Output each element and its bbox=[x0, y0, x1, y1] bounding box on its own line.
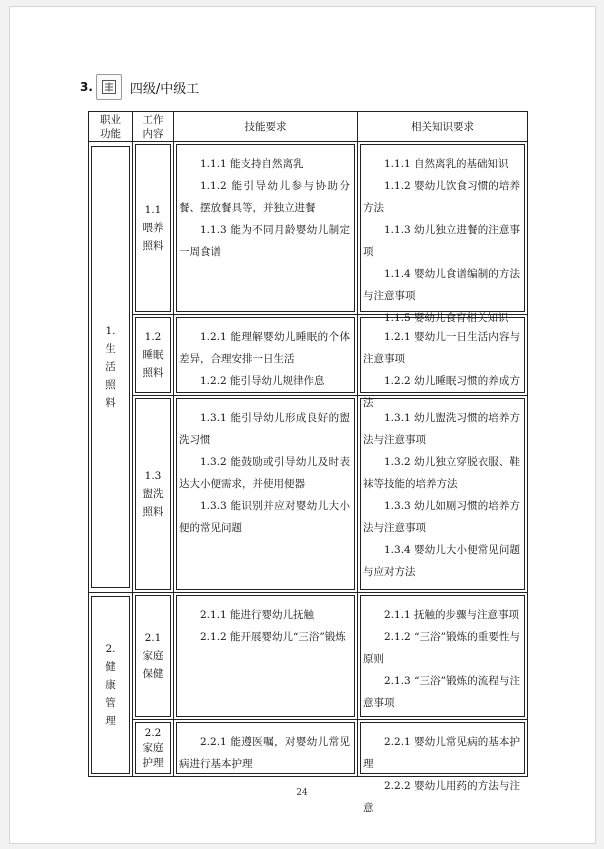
content-cell bbox=[133, 315, 174, 396]
function-cell bbox=[89, 593, 133, 777]
table-row bbox=[89, 396, 528, 593]
skill-item: 2.1.2 能开展婴幼儿“三浴”锻炼 bbox=[200, 631, 346, 643]
content-label: 2.2 家庭 护理 bbox=[142, 726, 164, 769]
knowledge-item: 2.1.2 “三浴”锻炼的重要性与原则 bbox=[363, 631, 520, 665]
section-title: 四级/中级工 bbox=[129, 81, 200, 97]
header-content-label: 工作 内容 bbox=[142, 113, 164, 140]
table-header-row bbox=[89, 112, 528, 142]
skill-item: 2.1.1 能进行婴幼儿抚触 bbox=[200, 609, 315, 621]
knowledge-item: 1.2.2 幼儿睡眠习惯的养成方法 bbox=[363, 375, 520, 409]
knowledge-item: 2.1.1 抚触的步骤与注意事项 bbox=[384, 609, 520, 621]
content-cell bbox=[133, 720, 174, 777]
header-function bbox=[89, 112, 133, 142]
skills-cell bbox=[174, 315, 358, 396]
skill-item: 1.2.2 能引导幼儿规律作息 bbox=[200, 375, 325, 387]
content-cell bbox=[133, 142, 174, 315]
page-number: 24 bbox=[296, 788, 308, 798]
knowledge-item: 1.3.4 婴幼儿大小便常见问题与应对方法 bbox=[363, 544, 520, 578]
knowledge-item: 1.1.1 自然离乳的基础知识 bbox=[384, 158, 509, 170]
content-label: 1.3 盥洗 照料 bbox=[142, 470, 164, 518]
content-label: 1.2 睡眠 照料 bbox=[142, 331, 164, 379]
header-skills bbox=[174, 112, 358, 142]
content-cell bbox=[133, 396, 174, 593]
knowledge-item: 2.1.3 “三浴”锻炼的流程与注意事项 bbox=[363, 675, 520, 709]
knowledge-item: 2.2.2 婴幼儿用药的方法与注意 bbox=[363, 780, 520, 814]
skill-item: 1.1.3 能为不同月龄婴幼儿制定一周食谱 bbox=[179, 224, 350, 258]
header-function-label: 职业 功能 bbox=[100, 113, 121, 140]
skill-item: 1.3.1 能引导幼儿形成良好的盥洗习惯 bbox=[179, 412, 350, 446]
skills-cell bbox=[174, 720, 358, 777]
knowledge-item: 1.2.1 婴幼儿一日生活内容与注意事项 bbox=[363, 331, 520, 365]
function-cell bbox=[89, 142, 133, 593]
function-label: 2. 健 康 管 理 bbox=[105, 642, 116, 727]
knowledge-item: 1.3.1 幼儿盥洗习惯的培养方法与注意事项 bbox=[363, 412, 520, 446]
knowledge-cell bbox=[358, 593, 528, 720]
skill-item: 1.3.3 能识别并应对婴幼儿大小便的常见问题 bbox=[179, 500, 350, 534]
content-cell bbox=[133, 593, 174, 720]
knowledge-cell bbox=[358, 315, 528, 409]
table-row bbox=[89, 593, 528, 720]
header-content bbox=[133, 112, 174, 142]
skill-item: 1.1.2 能引导幼儿参与协助分餐、摆放餐具等，并独立进餐 bbox=[179, 180, 350, 214]
content-label: 1.1 喂养 照料 bbox=[142, 204, 164, 252]
skills-cell bbox=[174, 593, 358, 720]
skills-cell bbox=[174, 142, 358, 315]
section-heading bbox=[80, 72, 199, 102]
knowledge-item: 1.3.3 幼儿如厕习惯的培养方法与注意事项 bbox=[363, 500, 520, 534]
skill-item: 2.2.1 能遵医嘱，对婴幼儿常见病进行基本护理 bbox=[179, 736, 350, 770]
knowledge-cell bbox=[358, 720, 528, 814]
table-row bbox=[89, 142, 528, 315]
section-number: 3. bbox=[80, 80, 93, 94]
header-skills-label: 技能要求 bbox=[244, 120, 287, 133]
knowledge-item: 1.1.2 婴幼儿饮食习惯的培养方法 bbox=[363, 180, 520, 214]
header-knowledge bbox=[358, 112, 528, 142]
skill-item: 1.2.1 能理解婴幼儿睡眠的个体差异，合理安排一日生活 bbox=[179, 331, 350, 365]
skills-cell bbox=[174, 396, 358, 593]
skill-item: 1.1.1 能支持自然离乳 bbox=[200, 158, 304, 170]
knowledge-item: 1.1.3 幼儿独立进餐的注意事项 bbox=[363, 224, 520, 258]
table-row bbox=[89, 720, 528, 777]
knowledge-item: 1.1.4 婴幼儿食谱编制的方法与注意事项 bbox=[363, 268, 520, 302]
function-label: 1. 生 活 照 料 bbox=[105, 325, 116, 409]
knowledge-item: 1.3.2 幼儿独立穿脱衣服、鞋袜等技能的培养方法 bbox=[363, 456, 520, 490]
knowledge-cell bbox=[358, 142, 528, 324]
knowledge-item: 1.1.5 婴幼儿食育相关知识 bbox=[384, 312, 509, 324]
image-placeholder-icon bbox=[96, 74, 122, 100]
knowledge-cell bbox=[358, 396, 528, 593]
table-row bbox=[89, 315, 528, 396]
skill-item: 1.3.2 能鼓励或引导幼儿及时表达大小便需求，并使用便器 bbox=[179, 456, 350, 490]
knowledge-item: 2.2.1 婴幼儿常见病的基本护理 bbox=[363, 736, 520, 770]
content-label: 2.1 家庭 保健 bbox=[142, 632, 164, 680]
header-knowledge-label: 相关知识要求 bbox=[411, 120, 474, 133]
